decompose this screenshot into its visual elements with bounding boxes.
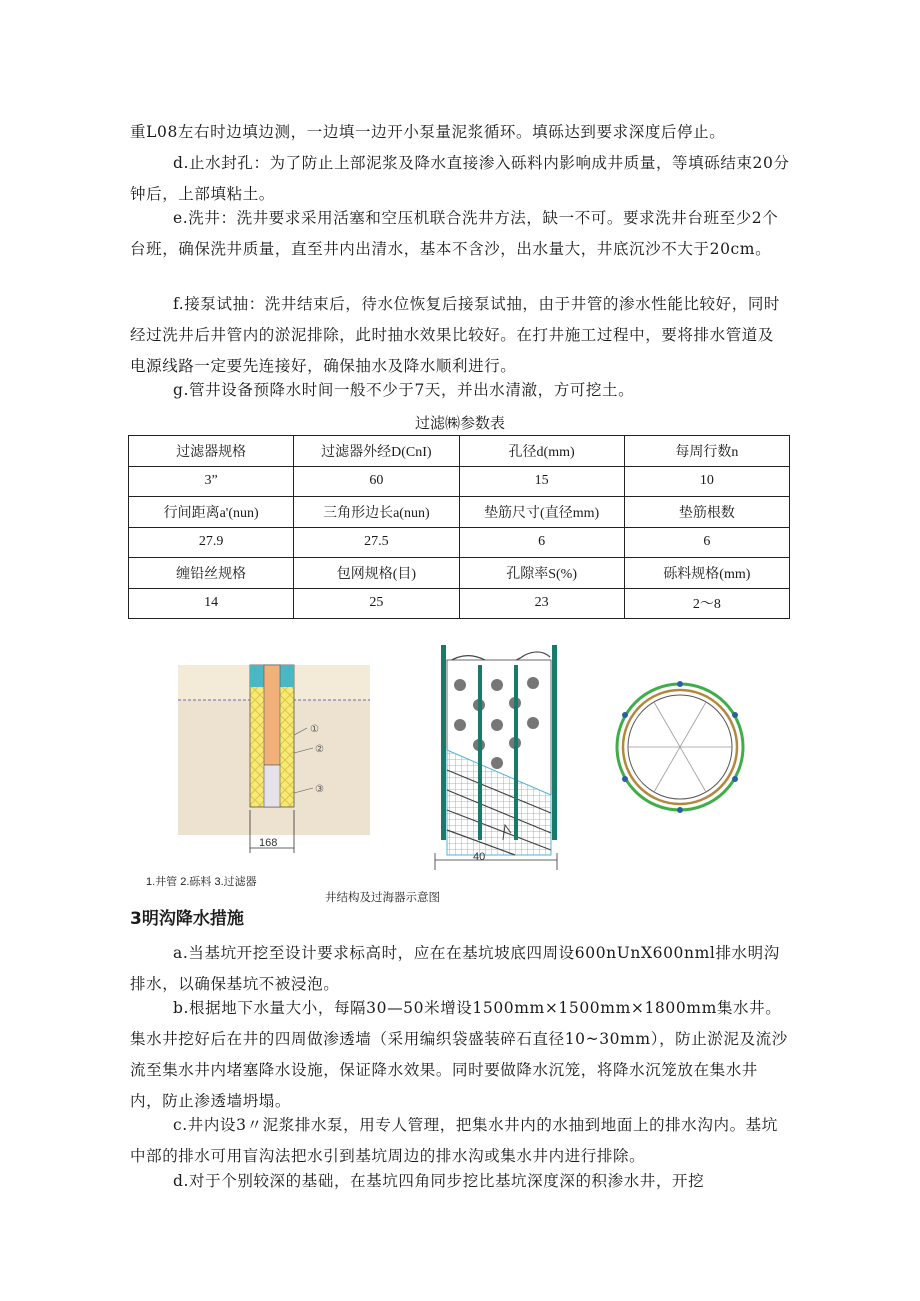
table-cell: 孔隙率S(%) — [459, 558, 624, 589]
table-row — [129, 436, 790, 467]
table-cell: 垫筋尺寸(直径mm) — [459, 497, 624, 528]
dimension-40: 40 — [473, 851, 486, 863]
spokes — [628, 702, 732, 792]
table-cell: 包网规格(目) — [294, 558, 459, 589]
table-row — [129, 558, 790, 589]
cap-left — [250, 665, 264, 687]
filter-pipe-figure — [425, 645, 575, 875]
table-cell: 垫筋根数 — [624, 497, 789, 528]
table-row — [129, 497, 790, 528]
paragraph-open-ditch: a.当基坑开挖至设计要求标高时，应在在基坑坡底四周设600nUnX600nml排水明沟排水，以确保基坑不被浸泡。 — [130, 944, 780, 993]
table-cell: 10 — [624, 466, 789, 497]
paragraph-fill-gravel: 重L08左右时边填边测，一边填一边开小泵量泥浆循环。填砾达到要求深度后停止。 — [130, 123, 726, 141]
paragraph-sump-well: b.根据地下水量大小，每隔30—50米增设1500mm×1500mm×1800mm集水井。集水井挖好后在井的四周做渗透墙（采用编织袋盛装碎石直径10~30mm），防止淤泥及流沙流至集水井内堵塞降水设施，保证降水效果。同时要做降水沉笼，将降水沉笼放在集水井内，防止渗透墙坍塌。 — [130, 999, 788, 1110]
table-cell: 2～8 — [624, 588, 789, 619]
well-section-figure — [175, 660, 375, 865]
table-row — [129, 588, 790, 619]
table-cell: 27.9 — [129, 527, 294, 558]
table-cell: 行间距离a'(nun) — [129, 497, 294, 528]
figure-caption: 井结构及过海器示意图 — [325, 892, 440, 904]
table-caption: 过滤㈱参数表 — [414, 414, 505, 432]
paragraph-wash-well: e.洗井：洗井要求采用活塞和空压机联合洗井方法，缺一不可。要求洗井台班至少2个台班，确保洗井质量，直至井内出清水，基本不含沙，出水量大，井底沉沙不大于20cm。 — [130, 209, 779, 258]
marker-2: ② — [315, 744, 324, 755]
paragraph-pump: c.井内设3〃泥浆排水泵，用专人管理，把集水井内的水抽到地面上的排水沟内。基坑中部的排水可用盲沟法把水引到基坑周边的排水沟或集水井内进行排除。 — [130, 1116, 778, 1165]
paragraph-pump-test: f.接泵试抽：洗井结束后，待水位恢复后接泵试抽，由于井管的渗水性能比较好，同时经过洗井后井管内的淤泥排除，此时抽水效果比较好。在打井施工过程中，要将排水管道及电源线路一定要先连接好，确保抽水及降水顺利进行。 — [130, 295, 781, 375]
filter-parameter-table — [128, 435, 790, 619]
dimension-168: 168 — [259, 837, 278, 849]
table-cell: 每周行数n — [624, 436, 789, 467]
table-cell: 缠铅丝规格 — [129, 558, 294, 589]
well-pipe — [264, 665, 280, 765]
filter-section — [264, 765, 280, 807]
table-cell: 过滤器规格 — [129, 436, 294, 467]
marker-3: ③ — [315, 784, 324, 795]
paragraph-deep-foundation: d.对于个别较深的基础，在基坑四角同步挖比基坑深度深的积渗水井，开挖 — [173, 1172, 705, 1190]
marker-1: ① — [310, 724, 319, 735]
cap-right — [280, 665, 294, 687]
support-bar-right — [552, 645, 557, 840]
well-legend: 1.井管 2.砾料 3.过滤器 — [146, 876, 257, 888]
table-cell: 27.5 — [294, 527, 459, 558]
section-heading: 3明沟降水措施 — [130, 909, 244, 929]
paragraph-pre-dewater: g.管井设备预降水时间一般不少于7天，并出水清澈，方可挖土。 — [173, 381, 635, 399]
table-row — [129, 466, 790, 497]
table-cell: 孔径d(mm) — [459, 436, 624, 467]
table-cell: 6 — [459, 527, 624, 558]
table-cell: 23 — [459, 588, 624, 619]
table-cell: 三角形边长a(nun) — [294, 497, 459, 528]
table-row — [129, 527, 790, 558]
table-cell: 3” — [129, 466, 294, 497]
paragraph-seal: d.止水封孔：为了防止上部泥浆及降水直接渗入砾料内影响成井质量，等填砾结束20分钟后，上部填粘土。 — [130, 154, 790, 203]
filter-cross-section-figure — [610, 677, 750, 817]
table-cell: 砾料规格(mm) — [624, 558, 789, 589]
table-cell: 15 — [459, 466, 624, 497]
table-cell: 6 — [624, 527, 789, 558]
table-cell: 60 — [294, 466, 459, 497]
support-bar-left — [441, 645, 446, 840]
table-cell: 过滤器外经D(CnI) — [294, 436, 459, 467]
table-cell: 14 — [129, 588, 294, 619]
table-cell: 25 — [294, 588, 459, 619]
